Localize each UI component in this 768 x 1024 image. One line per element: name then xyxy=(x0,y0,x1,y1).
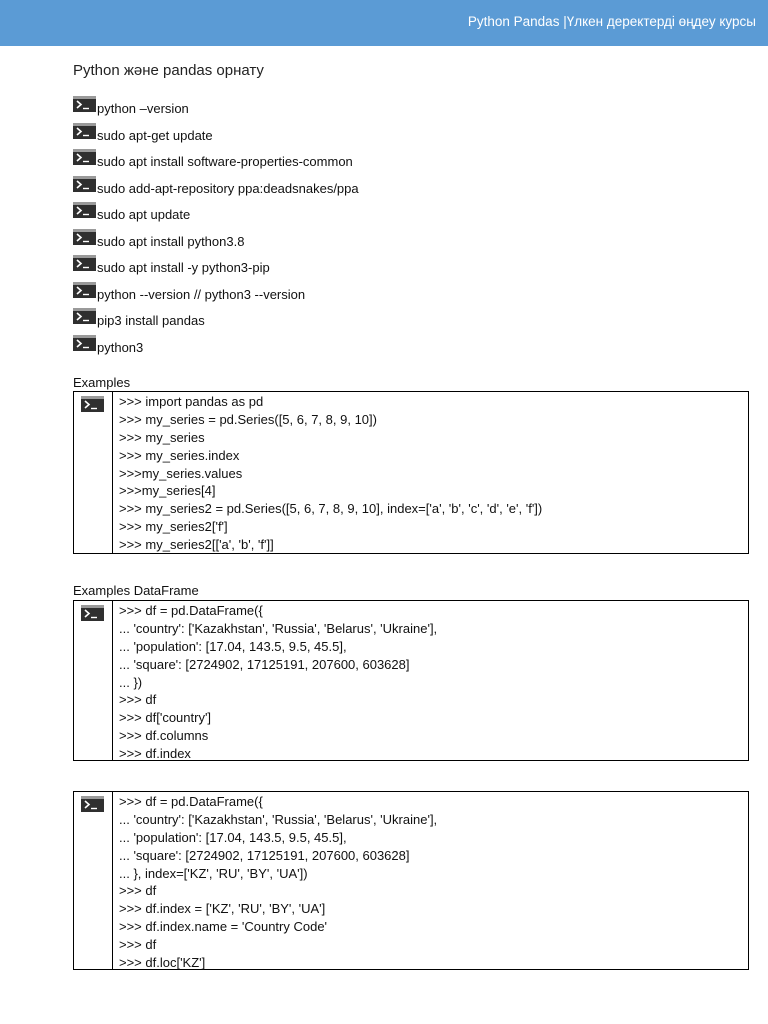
terminal-icon xyxy=(73,202,96,218)
code-line: >>> my_series.index xyxy=(119,447,240,463)
section-label-examples-dataframe: Examples DataFrame xyxy=(73,583,199,598)
code-box-dataframe-index xyxy=(73,791,749,970)
command-row xyxy=(73,174,753,201)
command-text: sudo apt install python3.8 xyxy=(97,233,245,249)
code-line: >>> df = pd.DataFrame({ xyxy=(119,603,263,618)
command-row xyxy=(73,94,753,121)
command-row xyxy=(73,253,753,280)
code-line: >>> df['country'] xyxy=(119,710,212,726)
code-icon-cell xyxy=(74,792,113,969)
command-row xyxy=(73,306,753,333)
code-line: ... }) xyxy=(119,674,143,690)
command-row xyxy=(73,200,753,227)
code-lines xyxy=(119,393,744,554)
terminal-icon xyxy=(81,796,104,812)
terminal-icon xyxy=(73,308,96,324)
command-row xyxy=(73,333,753,360)
code-line: ... 'country': ['Kazakhstan', 'Russia', 'Belarus', 'Ukraine'], xyxy=(119,620,438,636)
code-line: ... }, index=['KZ', 'RU', 'BY', 'UA']) xyxy=(119,865,308,881)
command-row xyxy=(73,121,753,148)
code-line: >>> df xyxy=(119,937,157,953)
command-row xyxy=(73,147,753,174)
code-line: ... 'population': [17.04, 143.5, 9.5, 45.5], xyxy=(119,829,347,845)
terminal-icon xyxy=(81,605,104,621)
code-line: >>> df.index.name = 'Country Code' xyxy=(119,919,328,935)
code-line: >>> df = pd.DataFrame({ xyxy=(119,794,263,809)
code-lines xyxy=(119,602,744,763)
code-line: >>> df xyxy=(119,692,157,708)
code-icon-cell xyxy=(74,601,113,760)
terminal-icon xyxy=(73,96,96,112)
terminal-icon xyxy=(81,396,104,412)
code-line: >>>my_series.values xyxy=(119,465,243,481)
code-line: ... 'country': ['Kazakhstan', 'Russia', 'Belarus', 'Ukraine'], xyxy=(119,811,438,827)
terminal-icon xyxy=(73,282,96,298)
code-line: ... 'population': [17.04, 143.5, 9.5, 45.5], xyxy=(119,638,347,654)
command-text: python –version xyxy=(97,101,189,116)
page-header xyxy=(0,0,768,46)
code-line: ... 'square': [2724902, 17125191, 207600, 603628] xyxy=(119,847,410,863)
command-text: python3 xyxy=(97,339,144,355)
command-text: sudo apt-get update xyxy=(97,127,213,143)
terminal-icon xyxy=(73,176,96,192)
header-title: Python Pandas |Үлкен деректерді өңдеу курсы xyxy=(467,14,756,29)
code-line: >>> my_series = pd.Series([5, 6, 7, 8, 9, 10]) xyxy=(119,411,377,427)
code-line: >>> my_series2['f'] xyxy=(119,519,228,535)
command-row xyxy=(73,280,753,307)
code-line: >>> df.loc['KZ'] xyxy=(119,955,206,971)
code-box-dataframe xyxy=(73,600,749,761)
terminal-icon xyxy=(73,149,96,165)
command-list xyxy=(73,94,753,359)
terminal-icon xyxy=(73,229,96,245)
command-row xyxy=(73,227,753,254)
command-text: sudo add-apt-repository ppa:deadsnakes/ppa xyxy=(97,180,359,196)
terminal-icon xyxy=(73,335,96,351)
code-line: >>> df.index xyxy=(119,746,191,762)
command-text: sudo apt install -y python3-pip xyxy=(97,260,270,275)
code-icon-cell xyxy=(74,392,113,553)
section-label-examples: Examples xyxy=(73,375,131,390)
terminal-icon xyxy=(73,255,96,271)
code-line: >>> my_series2 = pd.Series([5, 6, 7, 8, 9, 10], index=['a', 'b', 'c', 'd', 'e', 'f']) xyxy=(119,501,543,517)
command-text: sudo apt update xyxy=(97,207,191,222)
command-text: sudo apt install software-properties-common xyxy=(97,154,353,169)
code-line: >>> import pandas as pd xyxy=(119,394,264,409)
command-text: python --version // python3 --version xyxy=(97,286,306,302)
code-lines xyxy=(119,793,744,972)
code-line: >>> my_series xyxy=(119,429,205,445)
code-line: >>>my_series[4] xyxy=(119,483,216,499)
page-title: Python және pandas орнату xyxy=(73,62,264,79)
code-line: >>> df.index = ['KZ', 'RU', 'BY', 'UA'] xyxy=(119,901,326,917)
code-line: ... 'square': [2724902, 17125191, 207600, 603628] xyxy=(119,656,410,672)
code-line: >>> df.columns xyxy=(119,728,209,744)
code-line: >>> df xyxy=(119,883,157,899)
code-box-examples xyxy=(73,391,749,554)
terminal-icon xyxy=(73,123,96,139)
command-text: pip3 install pandas xyxy=(97,313,205,328)
code-line: >>> my_series2[['a', 'b', 'f']] xyxy=(119,537,274,553)
